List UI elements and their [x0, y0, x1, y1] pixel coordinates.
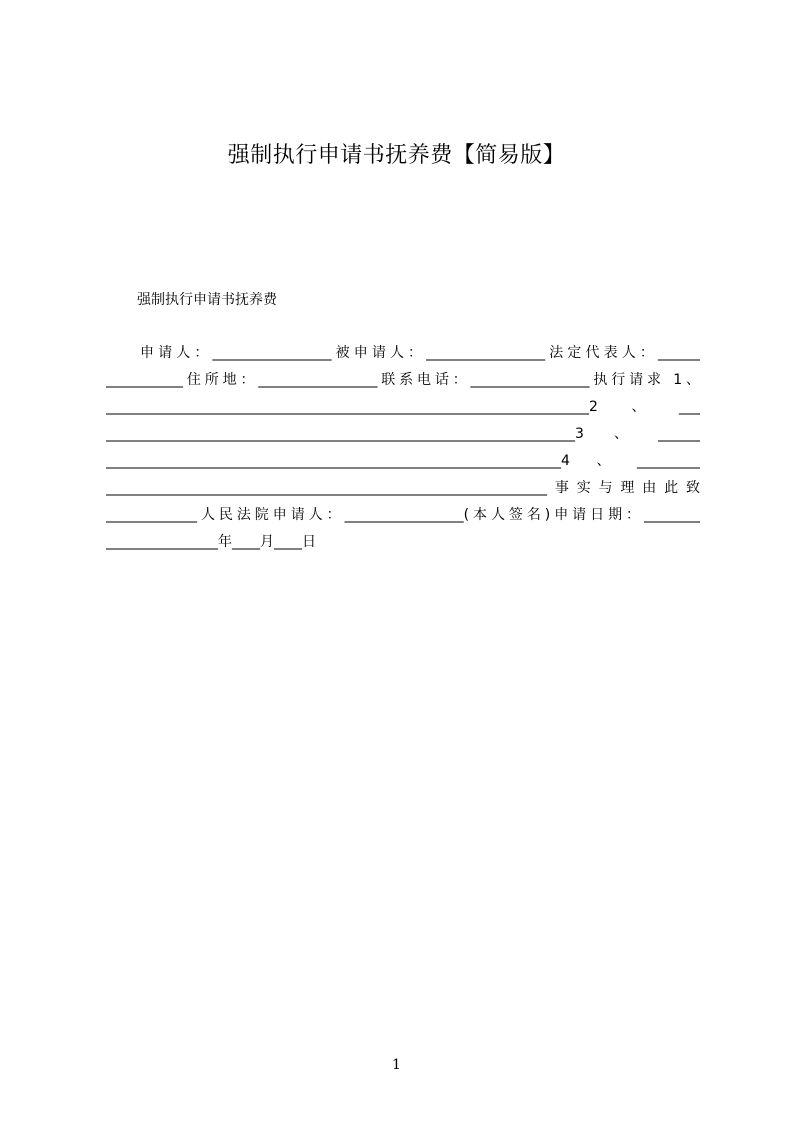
document-subtitle: 强制执行申请书抚养费: [137, 292, 277, 308]
form-line-applicant: 申请人：_________________被申请人：_________________法定代表人：______: [140, 345, 700, 361]
form-line-court: _____________人民法院申请人：_________________(本人签名)申请日期：________: [106, 507, 700, 523]
form-line-address: ___________住所地：_________________联系电话：_________________执行请求 1、: [106, 372, 700, 388]
document-title: 强制执行申请书抚养费【简易版】: [227, 143, 566, 168]
page-number: 1: [392, 1057, 401, 1073]
form-line-request-2: _____________________________________________________________________2、___: [106, 399, 700, 415]
form-line-request-4: _________________________________________________________________4、_________: [106, 453, 700, 469]
form-line-request-3: ___________________________________________________________________3、______: [106, 426, 700, 442]
form-line-facts: _______________________________________________________________事实与理由此致: [106, 480, 700, 496]
form-body: [106, 343, 700, 559]
form-line-date: ________________年____月____日: [106, 534, 316, 550]
